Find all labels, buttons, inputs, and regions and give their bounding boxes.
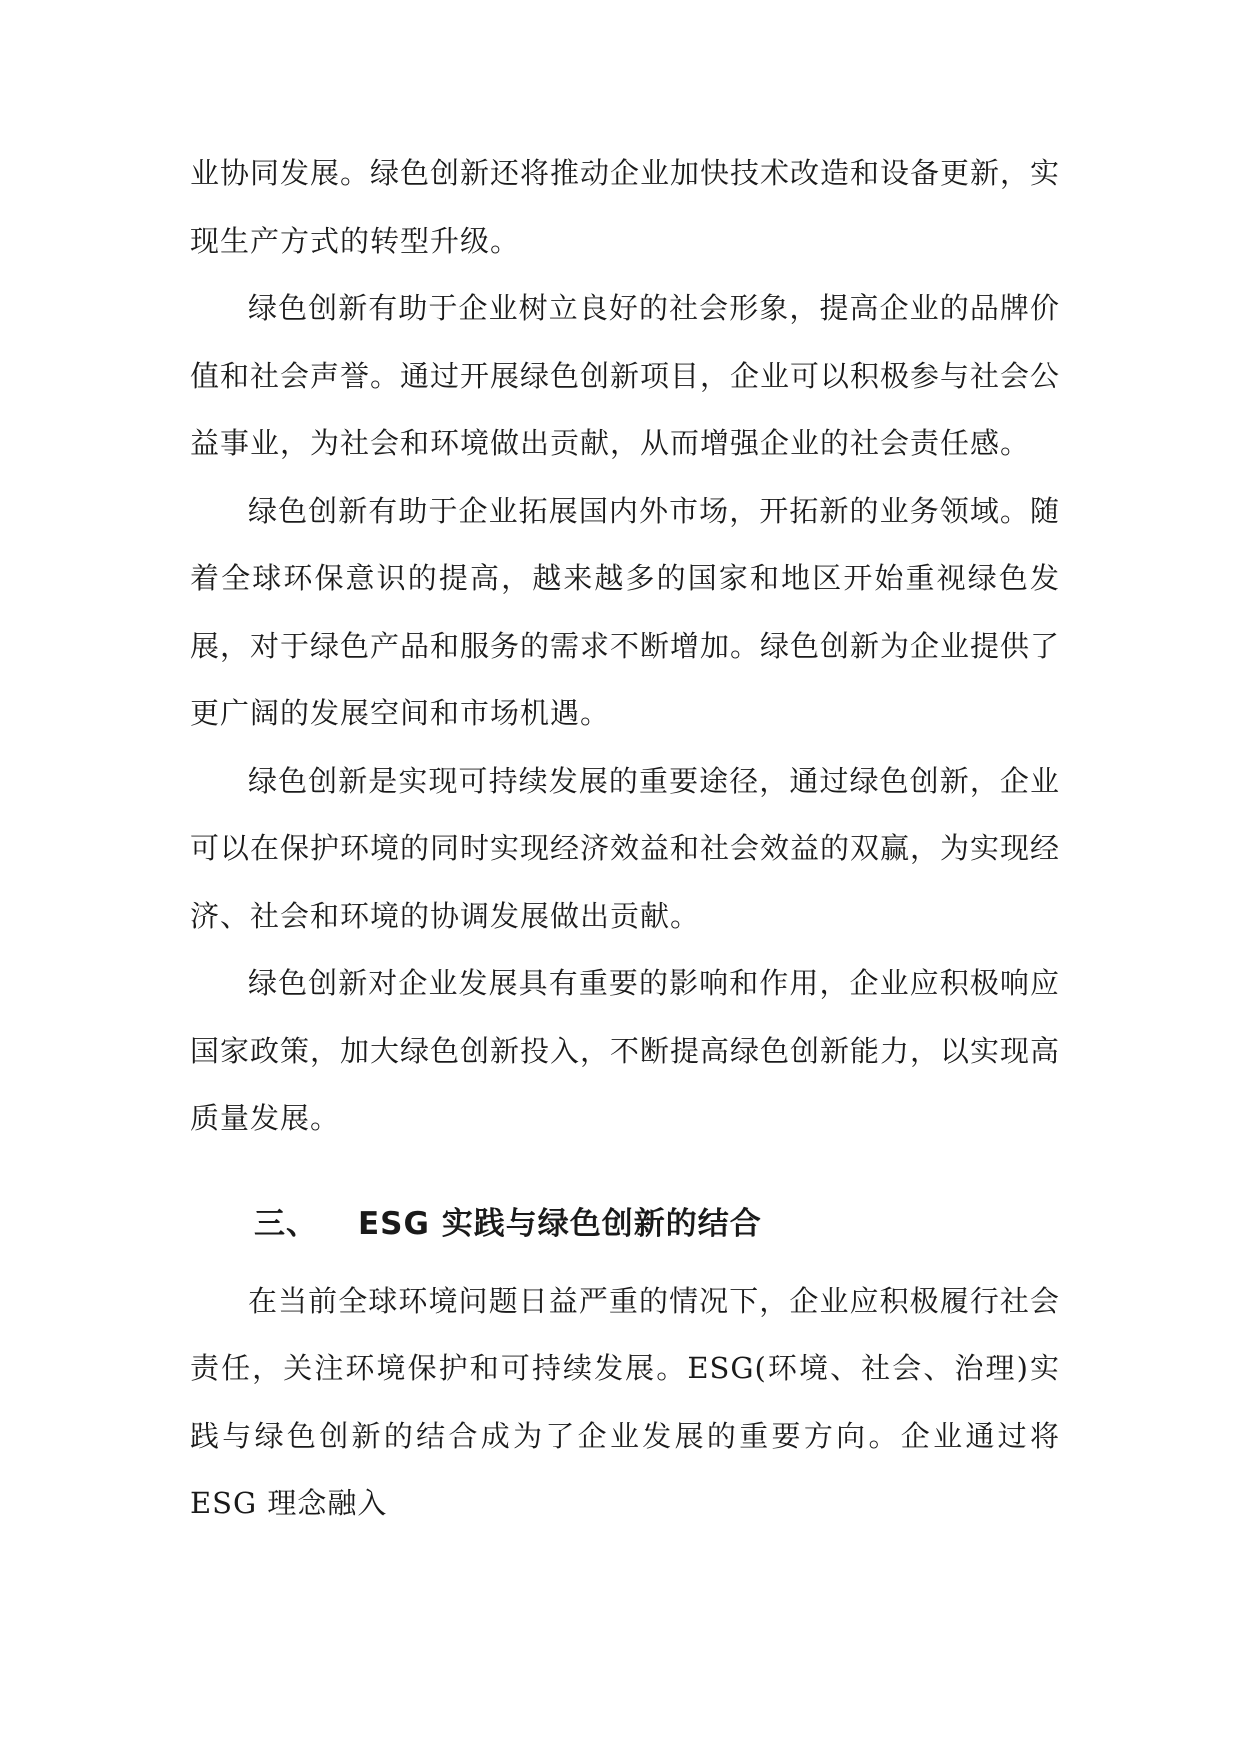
paragraph-esg-intro: 在当前全球环境问题日益严重的情况下，企业应积极履行社会责任，关注环境保护和可持续发展。ESG(环境、社会、治理)实践与绿色创新的结合成为了企业发展的重要方向。企业通过将 ESG 理念融入 [190, 1283, 1060, 1520]
section-heading [190, 1191, 1060, 1258]
paragraph-brand-image: 绿色创新有助于企业树立良好的社会形象，提高企业的品牌价值和社会声誉。通过开展绿色创新项目，企业可以积极参与社会公益事业，为社会和环境做出贡献，从而增强企业的社会责任感。 [190, 291, 1061, 460]
paragraph-continuation: 业协同发展。绿色创新还将推动企业加快技术改造和设备更新，实现生产方式的转型升级。 [190, 156, 1061, 258]
document-body [190, 140, 1060, 1538]
paragraph-market-expansion: 绿色创新有助于企业拓展国内外市场，开拓新的业务领域。随着全球环保意识的提高，越来越多的国家和地区开始重视绿色发展，对于绿色产品和服务的需求不断增加。绿色创新为企业提供了更广阔的发展空间和市场机遇。 [190, 493, 1061, 730]
paragraph-conclusion: 绿色创新对企业发展具有重要的影响和作用，企业应积极响应国家政策，加大绿色创新投入，不断提高绿色创新能力，以实现高质量发展。 [190, 966, 1061, 1135]
section-number: 三、 [254, 1205, 318, 1242]
paragraph-sustainable-development: 绿色创新是实现可持续发展的重要途径，通过绿色创新，企业可以在保护环境的同时实现经济效益和社会效益的双赢，为实现经济、社会和环境的协调发展做出贡献。 [190, 763, 1061, 933]
section-title: ESG 实践与绿色创新的结合 [358, 1205, 762, 1242]
